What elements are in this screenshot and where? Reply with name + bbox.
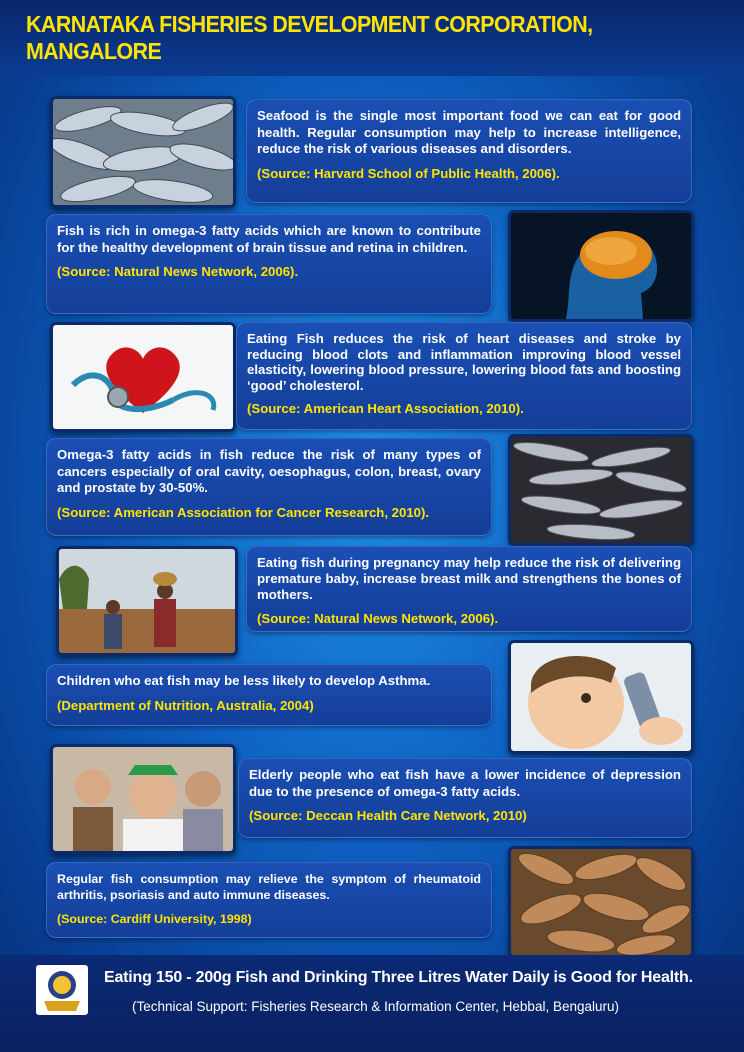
fact-panel-pregnancy <box>246 546 692 632</box>
fact-source: (Department of Nutrition, Australia, 2004) <box>57 697 314 713</box>
dried-fish-photo <box>508 846 694 958</box>
sardines-photo <box>508 434 694 546</box>
fact-source: (Source: Natural News Network, 2006). <box>257 611 499 626</box>
page-header <box>0 0 744 76</box>
fact-panel-arthritis <box>46 862 492 938</box>
child-inhaler-photo <box>508 640 694 754</box>
fact-text: Eating Fish reduces the risk of heart diseases and stroke by reducing blood clots and inflammation improving blood vessel elasticity, lowering blood pressure, lowering blood fats and boosting ‘good’ cholesterol. <box>247 331 681 393</box>
fact-source: (Source: Natural News Network, 2006). <box>57 264 299 279</box>
fact-text: Regular fish consumption may relieve the symptom of rheumatoid arthritis, psoriasis and auto immune diseases. <box>57 872 481 902</box>
fact-text: Fish is rich in omega-3 fatty acids which are known to contribute for the healthy development of brain tissue and retina in children. <box>57 223 481 255</box>
fact-source: (Source: American Association for Cancer Research, 2010). <box>57 504 430 520</box>
fact-text: Children who eat fish may be less likely to develop Asthma. <box>57 673 431 688</box>
fact-source: (Source: Cardiff University, 1998) <box>57 912 252 926</box>
fact-source: (Source: American Heart Association, 2010). <box>247 401 524 416</box>
fact-text: Elderly people who eat fish have a lower incidence of depression due to the presence of omega-3 fatty acids. <box>249 767 681 799</box>
footer-technical-support: (Technical Support: Fisheries Research & Information Center, Hebbal, Bengaluru) <box>132 999 619 1014</box>
page-title: KARNATAKA FISHERIES DEVELOPMENT CORPORATION, MANGALORE <box>26 11 593 64</box>
fact-source: (Source: Harvard School of Public Health, 2006). <box>257 165 560 181</box>
elderly-people-photo <box>50 744 236 854</box>
fish-pile-photo <box>50 96 236 208</box>
fact-panel-heart <box>236 322 692 430</box>
heart-stethoscope-photo <box>50 322 236 432</box>
fact-text: Seafood is the single most important food we can eat for good health. Regular consumption may help to increase intelligence, reduce the risk of various diseases and disorders. <box>257 108 681 156</box>
kfdc-emblem-icon <box>36 965 88 1015</box>
page-footer <box>0 955 744 1052</box>
footer-health-message: Eating 150 - 200g Fish and Drinking Three Litres Water Daily is Good for Health. <box>104 969 693 986</box>
brain-photo <box>508 210 694 322</box>
fact-panel-asthma <box>46 664 492 726</box>
fact-panel-cancer <box>46 438 492 536</box>
fact-panel-elderly <box>238 758 692 838</box>
fact-text: Omega-3 fatty acids in fish reduce the risk of many types of cancers especially of oral cavity, oesophagus, colon, breast, ovary and prostate by 30-50%. <box>57 447 481 495</box>
fact-panel-omega3-brain <box>46 214 492 314</box>
village-women-photo <box>56 546 238 656</box>
fact-panel-seafood <box>246 99 692 203</box>
fact-text: Eating fish during pregnancy may help reduce the risk of delivering premature baby, increase breast milk and strengthens the bones of mothers. <box>257 555 681 602</box>
fact-source: (Source: Deccan Health Care Network, 2010) <box>249 808 527 823</box>
